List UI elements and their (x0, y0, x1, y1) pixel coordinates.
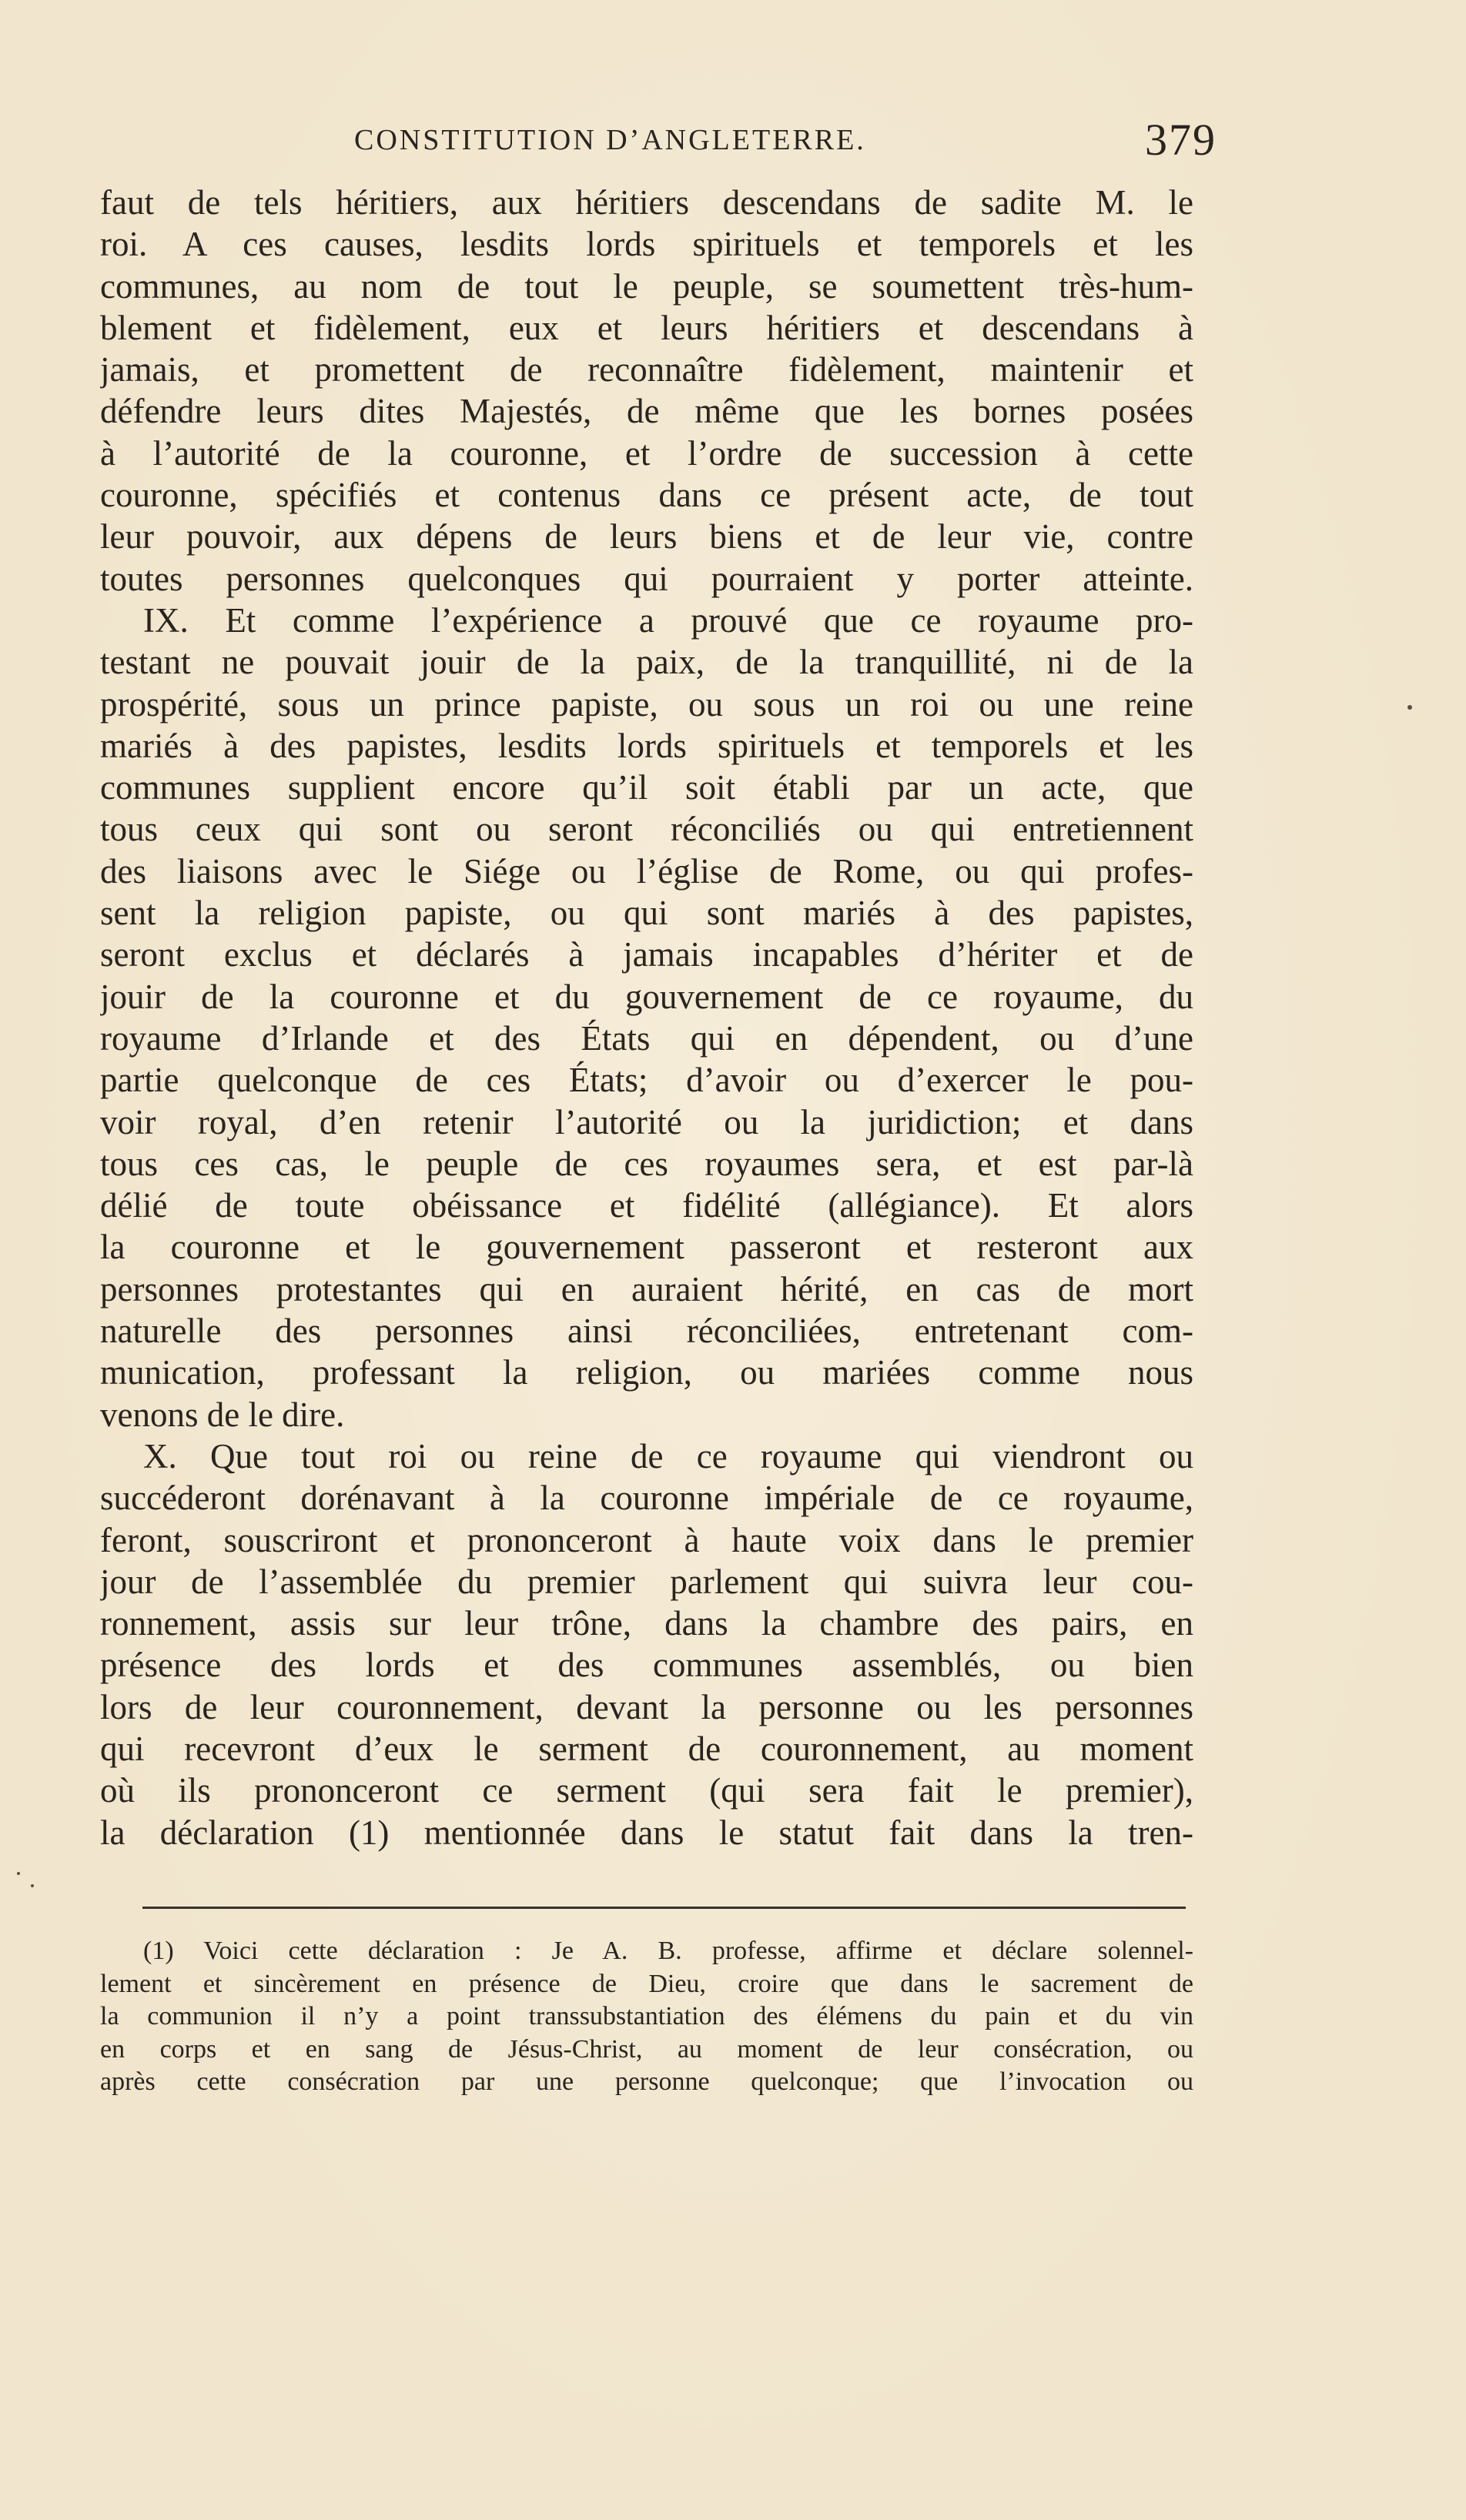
text-line: défendre leurs dites Majestés, de même que les bornes posées (100, 392, 1193, 431)
text-line: roi. A ces causes, lesdits lords spirituels et temporels et les (100, 225, 1193, 264)
footnote-line: en corps et en sang de Jésus-Christ, au moment de leur consécration, ou (100, 2034, 1193, 2064)
body-text (100, 182, 1193, 1853)
text-line: des liaisons avec le Siége ou l’église de Rome, ou qui profes- (100, 851, 1193, 891)
text-line: jouir de la couronne et du gouvernement de ce royaume, du (100, 977, 1193, 1016)
text-line: testant ne pouvait jouir de la paix, de la tranquillité, ni de la (100, 643, 1193, 682)
text-line: feront, souscriront et prononceront à haute voix dans le premier (100, 1520, 1193, 1559)
text-line: lors de leur couronnement, devant la personne ou les personnes (100, 1687, 1193, 1726)
paper-speck (1407, 705, 1412, 710)
text-line: la couronne et le gouvernement passeront et resteront aux (100, 1228, 1193, 1267)
footnotes (100, 1935, 1193, 2099)
footnote-line: (1) Voici cette déclaration : Je A. B. professe, affirme et déclare solennel- (143, 1937, 1193, 1965)
text-line: mariés à des papistes, lesdits lords spirituels et temporels et les (100, 726, 1193, 765)
text-line: couronne, spécifiés et contenus dans ce présent acte, de tout (100, 476, 1193, 515)
footnote-line: lement et sincèrement en présence de Dieu, croire que dans le sacrement de (100, 1969, 1193, 1998)
text-line: leur pouvoir, aux dépens de leurs biens et de leur vie, contre (100, 517, 1193, 556)
page-header (100, 114, 1217, 175)
text-line: communes, au nom de tout le peuple, se soumettent très-hum- (100, 266, 1193, 306)
text-line: blement et fidèlement, eux et leurs héritiers et descendans à (100, 308, 1193, 347)
paragraph-end-line: venons de le dire. (100, 1395, 345, 1434)
footnote-line: la communion il n’y a point transsubstantiation des élémens du pain et du vin (100, 2002, 1193, 2030)
paragraph-start-line: X. Que tout roi ou reine de ce royaume qui viendront ou (143, 1436, 1193, 1476)
running-title: CONSTITUTION D’ANGLETERRE. (354, 124, 866, 156)
text-line: communes supplient encore qu’il soit établi par un acte, que (100, 768, 1193, 807)
text-line: la déclaration (1) mentionnée dans le statut fait dans la tren- (100, 1813, 1193, 1852)
text-line: sent la religion papiste, ou qui sont mariés à des papistes, (100, 894, 1193, 933)
paper-speck (17, 1872, 20, 1875)
text-line: où ils prononceront ce serment (qui sera fait le premier), (100, 1771, 1193, 1810)
text-line: faut de tels héritiers, aux héritiers descendans de sadite M. le (100, 183, 1193, 222)
text-line: munication, professant la religion, ou mariées comme nous (100, 1353, 1193, 1392)
text-line: tous ces cas, le peuple de ces royaumes sera, et est par-là (100, 1144, 1193, 1183)
text-line: jour de l’assemblée du premier parlement qui suivra leur cou- (100, 1562, 1193, 1601)
text-line: qui recevront d’eux le serment de couronnement, au moment (100, 1729, 1193, 1768)
text-line: jamais, et promettent de reconnaître fidèlement, maintenir et (100, 350, 1193, 389)
footnote-divider (142, 1907, 1186, 1909)
text-line: naturelle des personnes ainsi réconciliées, entretenant com- (100, 1312, 1193, 1351)
text-line: délié de toute obéissance et fidélité (allégiance). Et alors (100, 1186, 1193, 1225)
text-line: toutes personnes quelconques qui pourraient y porter atteinte. (100, 559, 1193, 598)
text-line: voir royal, d’en retenir l’autorité ou la juridiction; et dans (100, 1102, 1193, 1141)
text-line: partie quelconque de ces États; d’avoir ou d’exercer le pou- (100, 1061, 1193, 1100)
page-number: 379 (1145, 115, 1217, 165)
text-line: royaume d’Irlande et des États qui en dépendent, ou d’une (100, 1018, 1193, 1058)
footnote-line: après cette consécration par une personne quelconque; que l’invocation ou (100, 2067, 1193, 2096)
text-line: à l’autorité de la couronne, et l’ordre de succession à cette (100, 433, 1193, 473)
text-line: prospérité, sous un prince papiste, ou sous un roi ou une reine (100, 684, 1193, 724)
text-line: tous ceux qui sont ou seront réconciliés ou qui entretiennent (100, 810, 1193, 849)
text-line: présence des lords et des communes assemblés, ou bien (100, 1646, 1193, 1685)
paper-speck (31, 1884, 34, 1887)
text-line: seront exclus et déclarés à jamais incapables d’hériter et de (100, 935, 1193, 974)
text-line: ronnement, assis sur leur trône, dans la chambre des pairs, en (100, 1604, 1193, 1643)
text-line: personnes protestantes qui en auraient hérité, en cas de mort (100, 1269, 1193, 1308)
text-line: succéderont dorénavant à la couronne impériale de ce royaume, (100, 1479, 1193, 1518)
paragraph-start-line: IX. Et comme l’expérience a prouvé que ce royaume pro- (143, 600, 1193, 640)
